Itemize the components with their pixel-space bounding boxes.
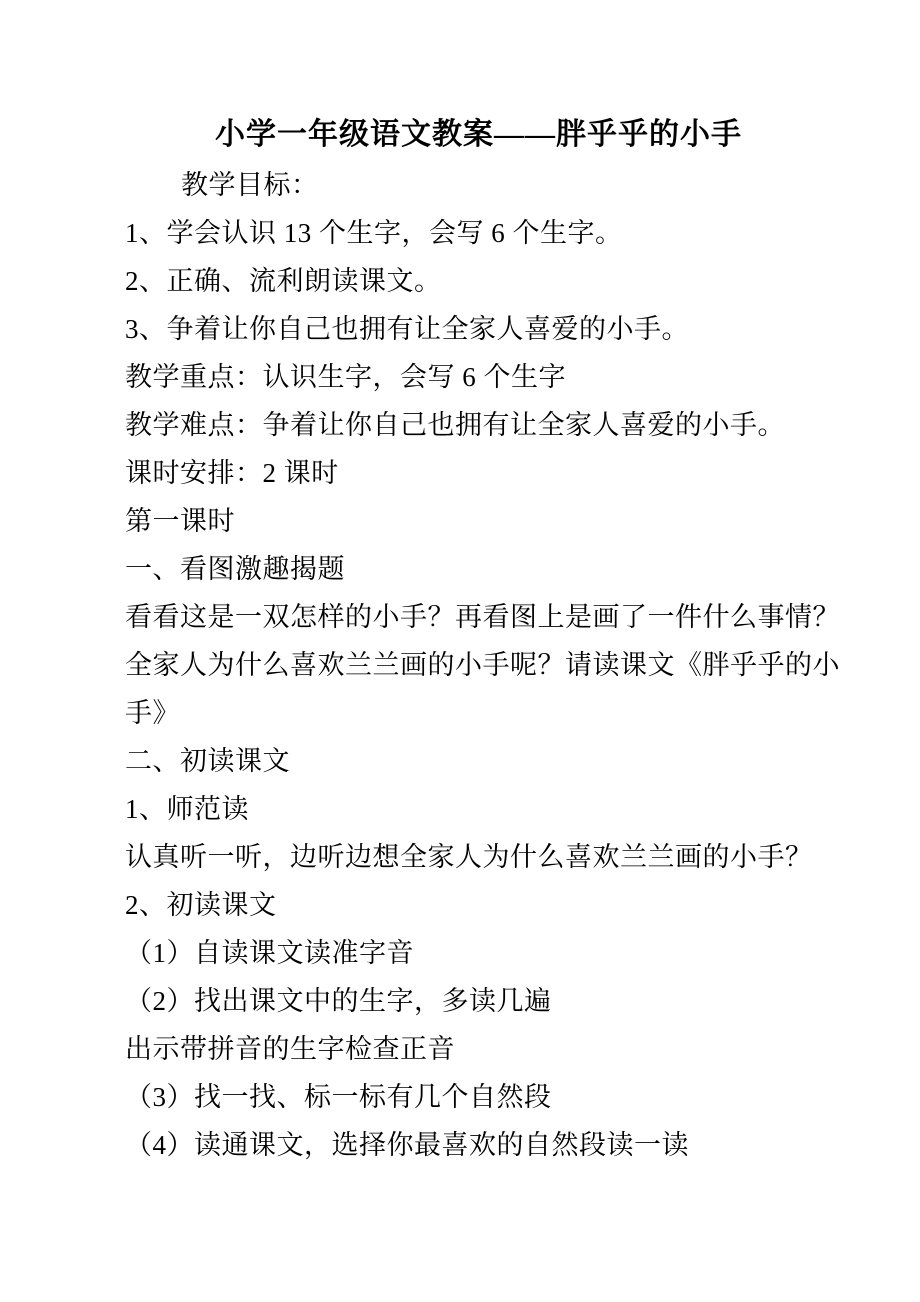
paragraph-line: （4）读通课文，选择你最喜欢的自然段读一读 (125, 1130, 689, 1160)
paragraph-line: （3）找一找、标一标有几个自然段 (125, 1082, 552, 1112)
paragraph-line: 3、争着让你自己也拥有让全家人喜爱的小手。 (125, 314, 689, 344)
document-body (125, 161, 840, 1169)
paragraph-line: 一、看图激趣揭题 (125, 554, 345, 584)
paragraph-line: 2、正确、流利朗读课文。 (125, 266, 442, 296)
paragraph-line: 认真听一听，边听边想全家人为什么喜欢兰兰画的小手？ (125, 842, 813, 872)
paragraph-line: 2、初读课文 (125, 890, 277, 920)
paragraph-line: 手》 (125, 698, 180, 728)
paragraph-line: 1、学会认识 13 个生字，会写 6 个生字。 (125, 218, 623, 248)
paragraph-line: 第一课时 (125, 506, 235, 536)
paragraph-line: 教学目标： (181, 170, 319, 200)
paragraph-line: 课时安排：2 课时 (125, 458, 339, 488)
paragraph-line: 看看这是一双怎样的小手？再看图上是画了一件什么事情？ (125, 602, 840, 632)
paragraph-line: 1、师范读 (125, 794, 249, 824)
paragraph-line: 二、初读课文 (125, 746, 290, 776)
paragraph-line: （2）找出课文中的生字，多读几遍 (125, 986, 552, 1016)
paragraph-line: 教学重点：认识生字，会写 6 个生字 (125, 362, 566, 392)
paragraph-line: （1）自读课文读准字音 (125, 938, 414, 968)
paragraph-line: 教学难点：争着让你自己也拥有让全家人喜爱的小手。 (125, 410, 785, 440)
paragraph-line: 全家人为什么喜欢兰兰画的小手呢？请读课文《胖乎乎的小 (125, 650, 840, 680)
document-title: 小学一年级语文教案——胖乎乎的小手 (215, 118, 742, 151)
paragraph-line: 出示带拼音的生字检查正音 (125, 1034, 455, 1064)
